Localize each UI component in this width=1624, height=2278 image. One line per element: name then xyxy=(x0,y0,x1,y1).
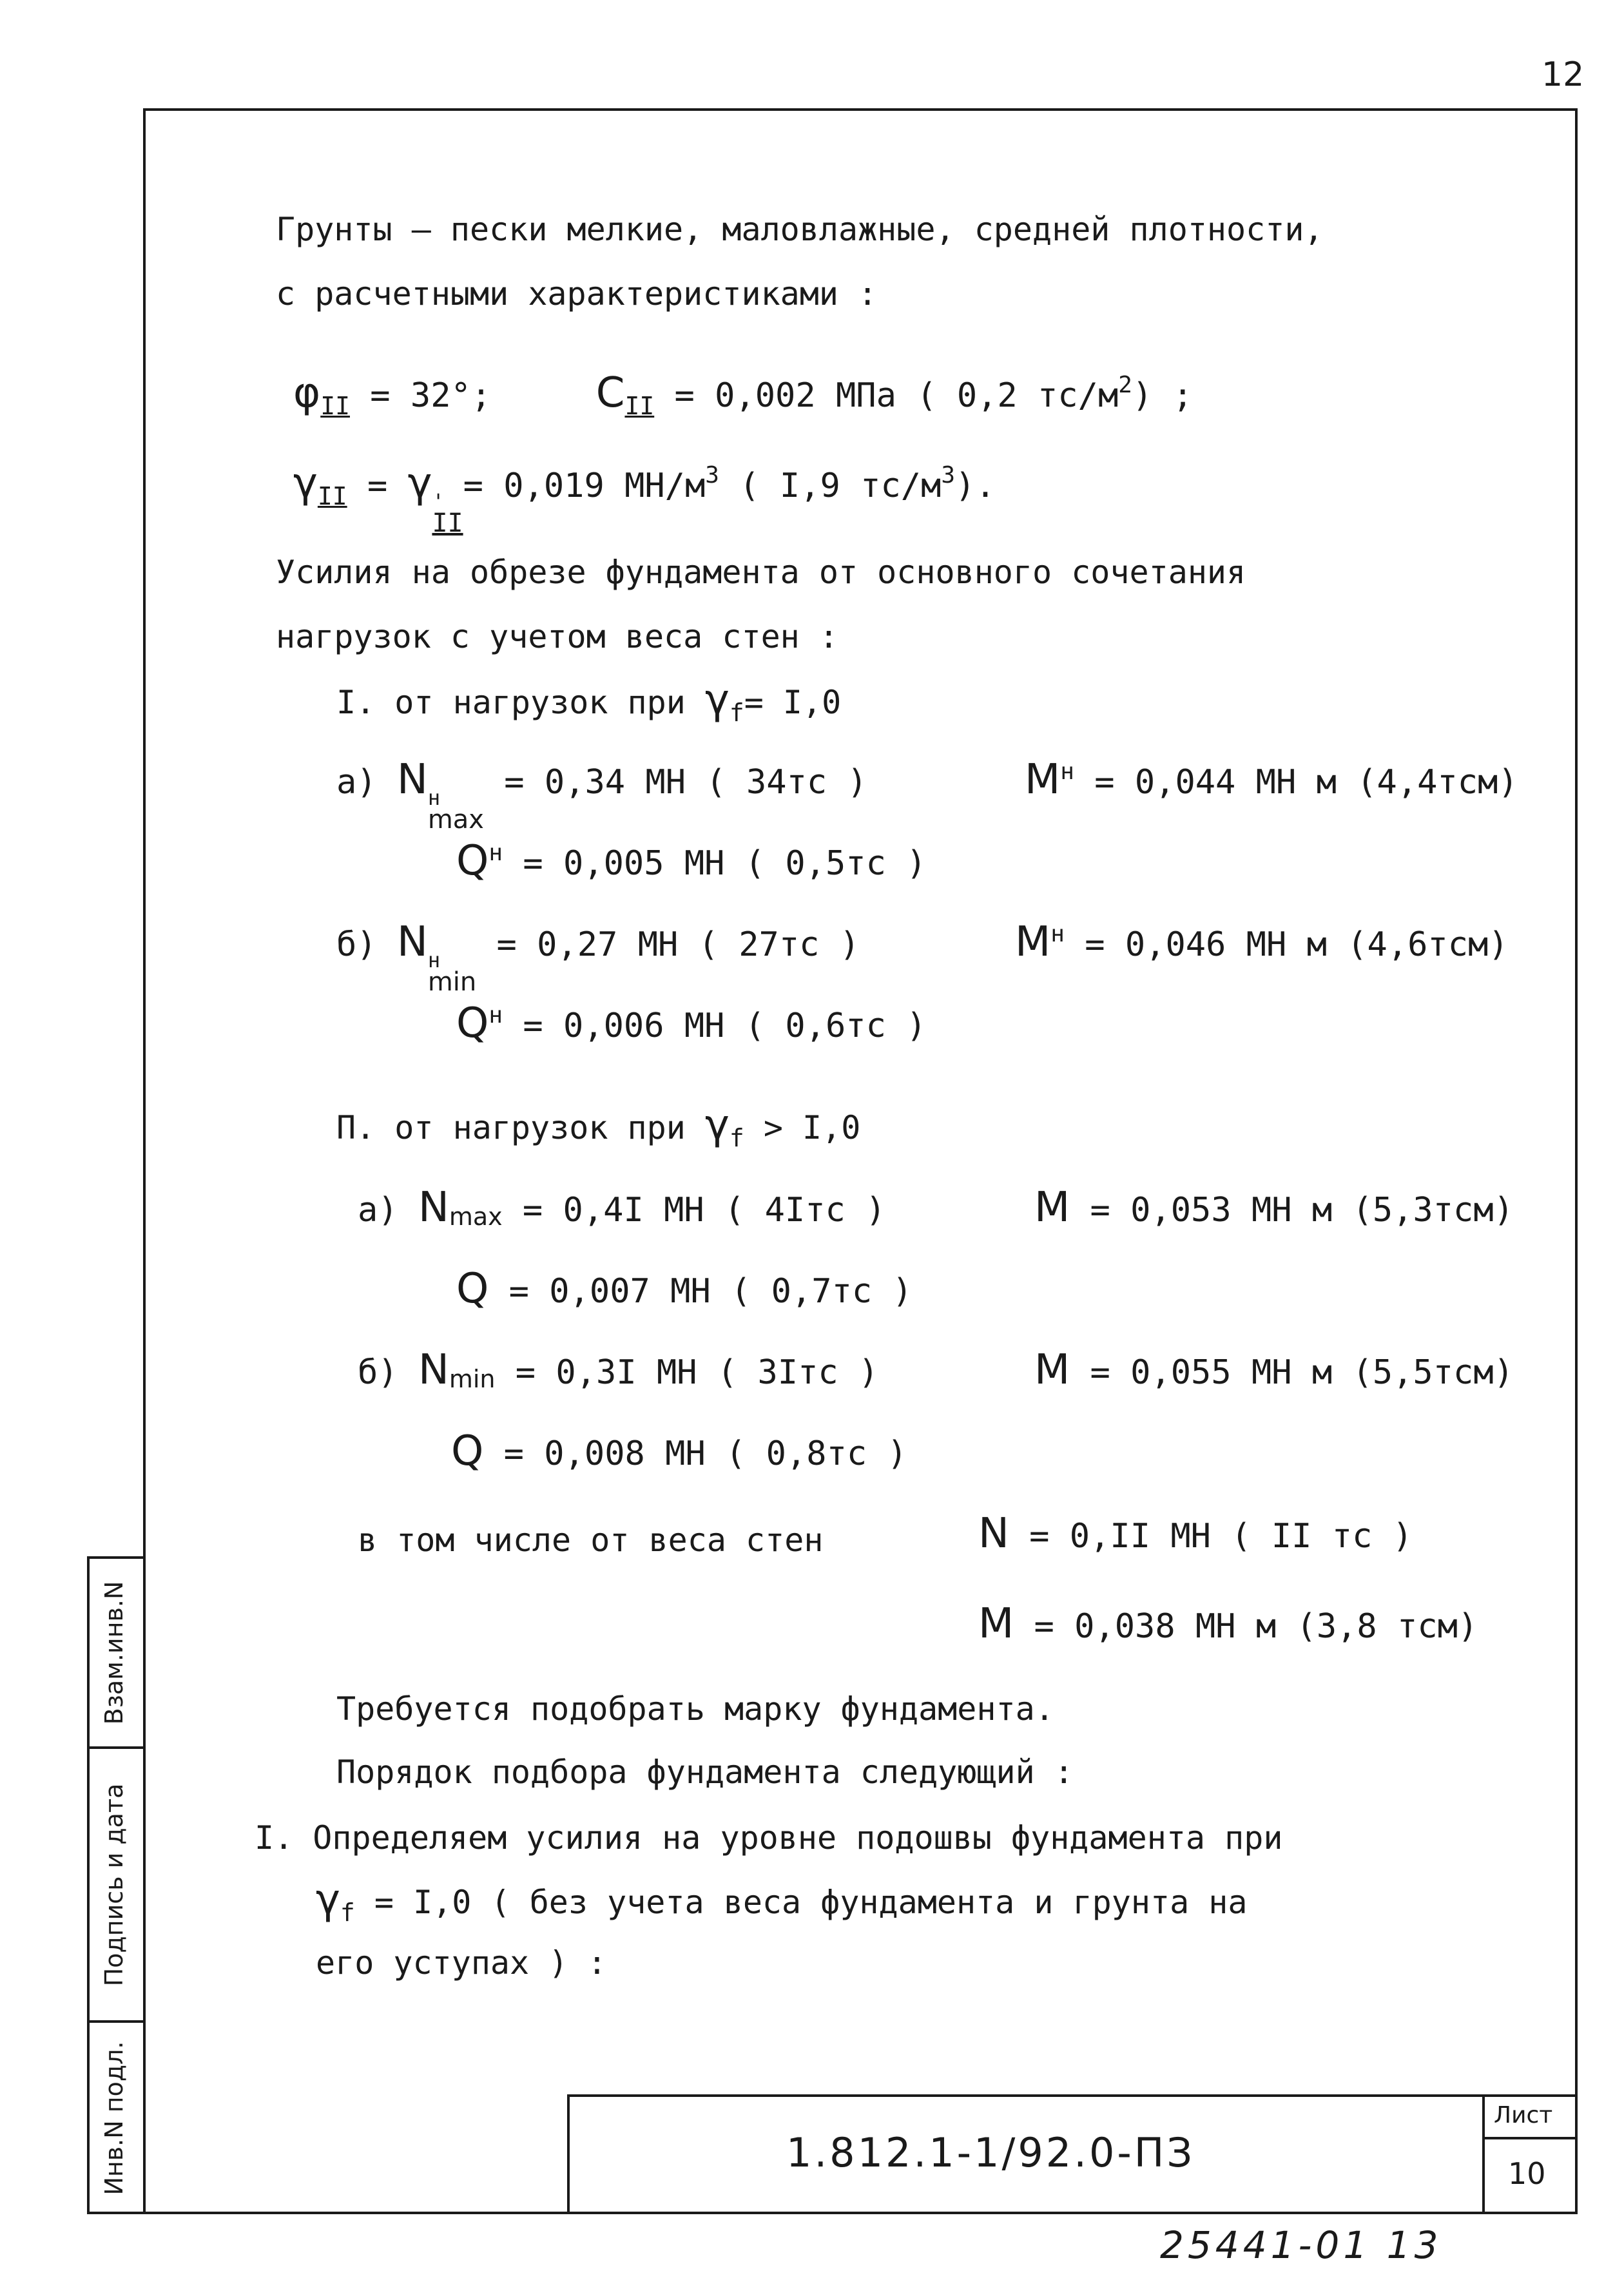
case2-a-Q: Q = 0,007 МН ( 0,7тс ) xyxy=(456,1265,913,1313)
walls-text: в том числе от веса стен xyxy=(358,1521,824,1559)
walls-M: M = 0,038 МН м (3,8 тсм) xyxy=(978,1600,1478,1648)
case1-b-Q: $Q^н = 0,006$ МН ( 0,6тс ) xyxy=(456,999,927,1047)
soil-line-1: $\varphi_{II} = 32^\circ$; $C_{II} = 0,002$ МПа ( 0,2 $тс/м^2$) ; xyxy=(293,369,1193,420)
side-label-podpis-data: Подпись и дата xyxy=(100,1783,128,1987)
case1-b-N: б) N н min = 0,27 МН ( 27тс ) xyxy=(336,918,860,997)
case2-a-N: а) Nmax = 0,4I МН ( 4Iтс ) xyxy=(358,1184,886,1231)
case1-title: I. от нагрузок при $\gamma_f= I,0$ xyxy=(336,676,842,727)
intro-line-2: с расчетными характеристиками : xyxy=(276,275,878,313)
page-number: 12 xyxy=(1542,55,1585,94)
forces-intro-line-1: Усилия на обрезе фундамента от основного сочетания xyxy=(276,554,1246,591)
bottom-code: 25441-01 13 xyxy=(1160,2223,1442,2267)
sheet-number: 10 xyxy=(1508,2156,1546,2191)
case1-a-Q: $Q^н = 0,005$ МН ( 0,5тс ) xyxy=(456,837,927,885)
case2-b-N: б) Nmin = 0,3I МН ( 3Iтс ) xyxy=(358,1346,879,1394)
step1-line-3: его уступах ) : xyxy=(316,1944,607,1982)
case1-a-N: а) N н max = 0,34 МН ( 34тс ) xyxy=(336,756,867,835)
case2-a-M: M = 0,053 МН м (5,3тсм) xyxy=(1034,1184,1514,1231)
forces-intro-line-2: нагрузок с учетом веса стен : xyxy=(276,618,838,655)
required-text: Требуется подобрать марку фундамента. xyxy=(336,1690,1054,1728)
sheet-label: Лист xyxy=(1494,2102,1553,2128)
case1-a-M: $M^н = 0,044$ МН м (4,4тсм) xyxy=(1025,756,1518,804)
case2-b-M: M = 0,055 МН м (5,5тсм) xyxy=(1034,1346,1514,1394)
step1-line-1: I. Определяем усилия на уровне подошвы фундамента при xyxy=(255,1819,1283,1857)
case2-b-Q: Q = 0,008 МН ( 0,8тс ) xyxy=(451,1427,907,1475)
step1-line-2: $\gamma_f = I,0$ ( без учета веса фундамента и грунта на xyxy=(316,1876,1248,1927)
doc-code: 1.812.1-1/92.0-ПЗ xyxy=(786,2129,1195,2176)
side-label-vzam-inv: Взам.инв.N xyxy=(100,1581,128,1725)
walls-N: N = 0,II МН ( II тс ) xyxy=(978,1510,1413,1558)
side-label-inv-podl: Инв.N подл. xyxy=(100,2041,128,2196)
soil-line-2: $\gamma_{II} = \gamma$ ' II = 0,019 $МН/м^3$ ( I,9 $тс/м^3$). xyxy=(293,459,996,538)
procedure-text: Порядок подбора фундамента следующий : xyxy=(336,1753,1074,1791)
case1-b-M: $M^н = 0,046$ МН м (4,6тсм) xyxy=(1015,918,1509,966)
case2-title: П. от нагрузок при $\gamma_f > I,0$ xyxy=(336,1101,861,1152)
intro-line-1: Грунты – пески мелкие, маловлажные, средней плотности, xyxy=(276,211,1324,248)
